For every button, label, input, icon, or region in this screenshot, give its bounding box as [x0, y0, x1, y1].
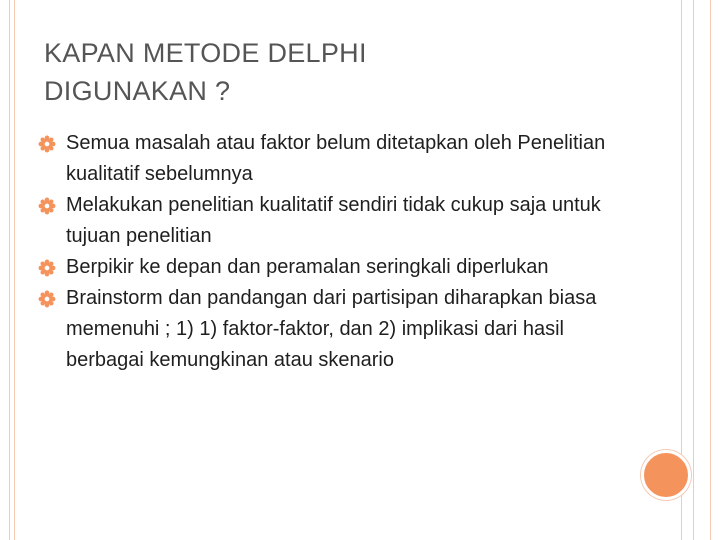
list-item	[38, 190, 618, 252]
bullet-text: Brainstorm dan pandangan dari partisipan diharapkan biasa memenuhi ; 1) 1) faktor-faktor, dan 2) implikasi dari hasil berbagai kemungkinan atau skenario	[66, 287, 597, 371]
bullet-text: Berpikir ke depan dan peramalan seringkali diperlukan	[66, 256, 549, 278]
list-item	[38, 128, 618, 190]
circle-icon	[641, 450, 691, 500]
gear-flower-icon	[38, 197, 56, 215]
gear-flower-icon	[38, 259, 56, 277]
gear-flower-icon	[38, 135, 56, 153]
bullet-text: Semua masalah atau faktor belum ditetapkan oleh Penelitian kualitatif sebelumnya	[66, 132, 606, 185]
left-frame-border	[9, 0, 15, 540]
slide-title: KAPAN METODE DELPHI DIGUNAKAN ?	[44, 38, 367, 106]
gear-flower-icon	[38, 290, 56, 308]
bullet-text: Melakukan penelitian kualitatif sendiri tidak cukup saja untuk tujuan penelitian	[66, 194, 601, 247]
bullet-list	[38, 128, 618, 376]
list-item	[38, 283, 618, 376]
list-item	[38, 252, 618, 283]
